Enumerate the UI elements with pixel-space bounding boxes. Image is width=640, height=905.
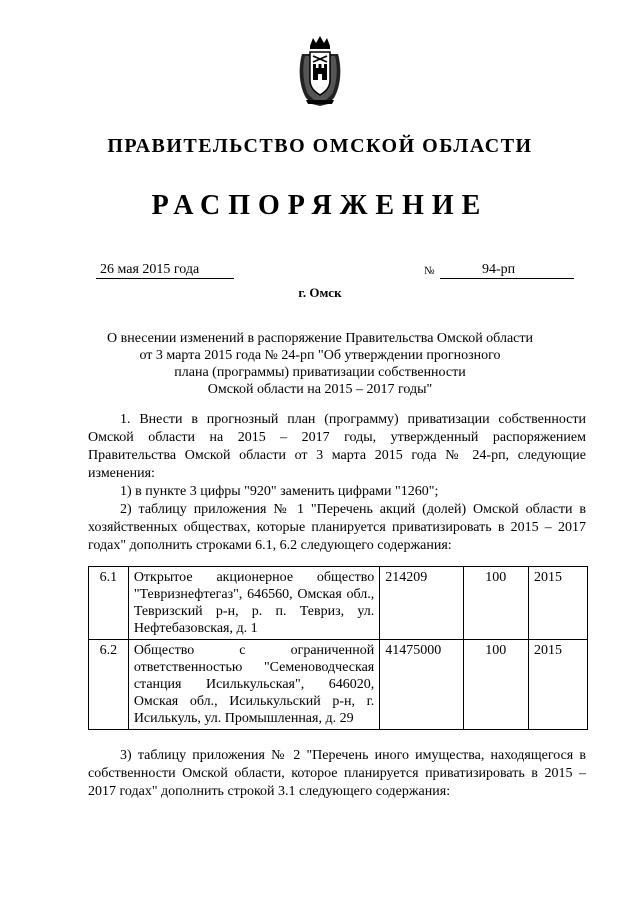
shares-table [88, 566, 588, 730]
table-row [89, 640, 588, 730]
subject-line: плана (программы) приватизации собственности [174, 365, 466, 380]
row-number: 6.2 [89, 640, 129, 730]
row-description: Открытое акционерное общество "Тевризнефтегаз", 646560, Омская обл., Тевризский р-н, р. п. Тевриз, ул. Нефтебазовская, д. 1 [128, 567, 379, 640]
number-value: 94-рп [482, 262, 516, 277]
row-percent: 100 [463, 567, 529, 640]
subject-line: Омской области на 2015 – 2017 годы" [207, 382, 433, 397]
row-year: 2015 [529, 567, 588, 640]
row-capital: 41475000 [380, 640, 463, 730]
document-body [88, 411, 586, 555]
document-subject [80, 330, 560, 398]
paragraph-3: 2) таблицу приложения № 1 "Перечень акций (долей) Омской области в хозяйственных обществах, которые планируется приватизировать в 2015 – 2017 годах" дополнить строками 6.1, 6.2 следующего содержания: [88, 502, 586, 553]
omsk-region-coat-of-arms-icon [296, 34, 344, 108]
document-type: РАСПОРЯЖЕНИЕ [151, 190, 489, 221]
subject-line: О внесении изменений в распоряжение Правительства Омской области [107, 331, 533, 346]
row-capital: 214209 [380, 567, 463, 640]
row-description: Общество с ограниченной ответственностью "Семеноводческая станция Исилькульская", 646020, Омская обл., Исилькульский р-н, г. Исилькуль, ул. Промышленная, д. 29 [128, 640, 379, 730]
document-number [440, 262, 574, 279]
row-number: 6.1 [89, 567, 129, 640]
table-row [89, 567, 588, 640]
row-year: 2015 [529, 640, 588, 730]
paragraph-2: 1) в пункте 3 цифры "920" заменить цифрами "1260"; [120, 484, 439, 499]
number-sign: № [424, 265, 435, 277]
document-date [96, 262, 234, 279]
document-body-continued [88, 747, 586, 801]
row-percent: 100 [463, 640, 529, 730]
date-value: 26 мая 2015 года [100, 262, 200, 277]
paragraph-4: 3) таблицу приложения № 2 "Перечень иного имущества, находящегося в собственности Омской области, которое планируется приватизировать в 2015 – 2017 годах" дополнить строкой 3.1 следующего содержания: [88, 748, 586, 799]
subject-line: от 3 марта 2015 года № 24-рп "Об утверждении прогнозного [139, 348, 501, 363]
government-title: ПРАВИТЕЛЬСТВО ОМСКОЙ ОБЛАСТИ [107, 135, 533, 157]
paragraph-1: 1. Внести в прогнозный план (программу) приватизации собственности Омской области на 2015 – 2017 годы, утвержденный распоряжением Правительства Омской области от 3 марта 2015 года № 24-рп, следующие изменения: [88, 412, 586, 481]
city: г. Омск [298, 285, 342, 300]
